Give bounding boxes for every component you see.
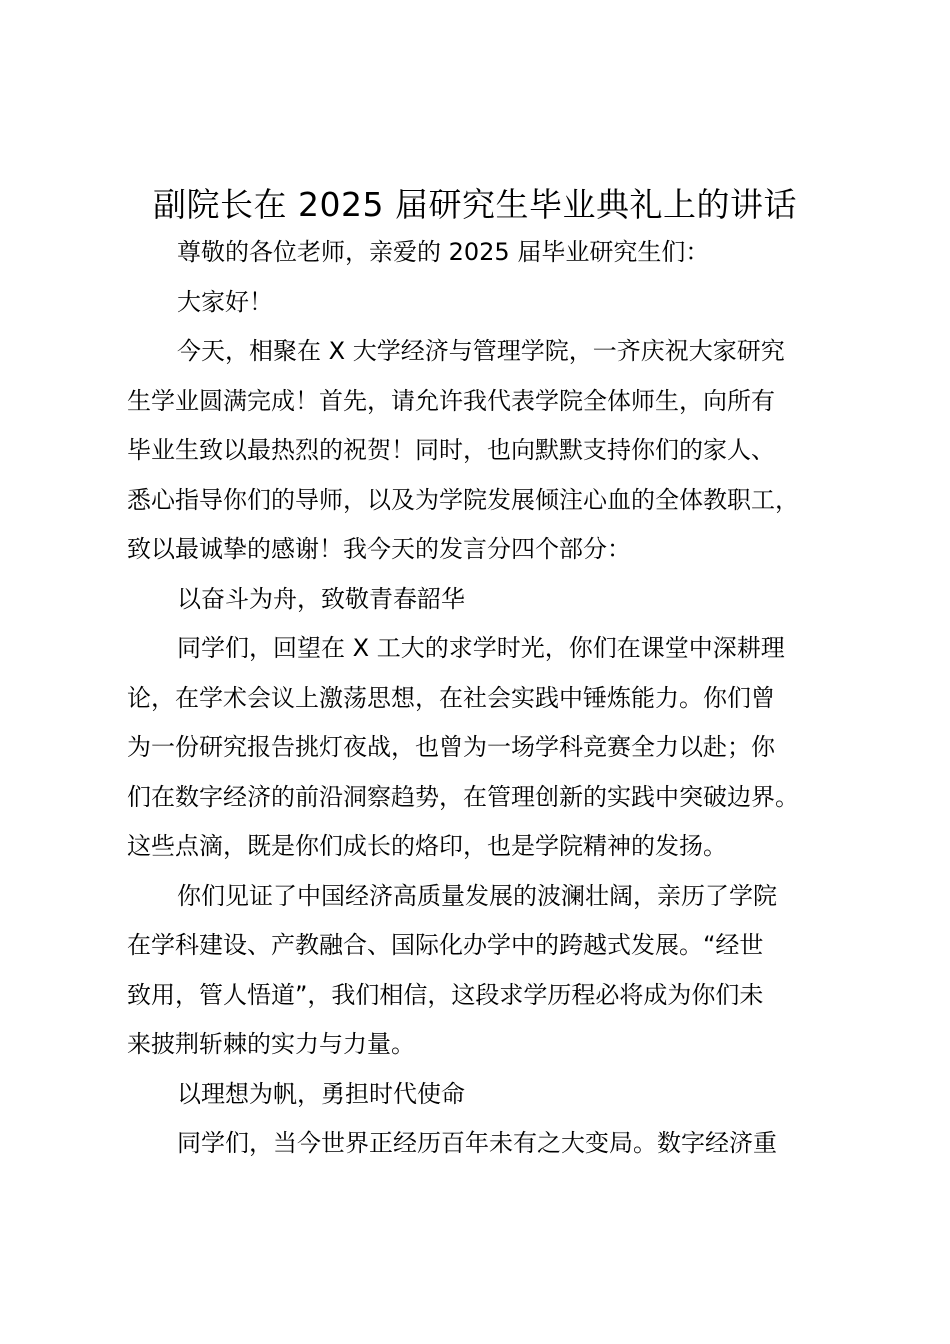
text-line: 尊敬的各位老师，亲爱的 2025 届毕业研究生们： [177,238,710,266]
paragraph-section2-a [127,1119,847,1169]
text-line: 大家好！ [177,287,273,316]
section-heading-1 [127,575,847,625]
text-line: 们在数字经济的前沿洞察趋势，在管理创新的实践中突破边界。 [127,782,799,811]
paragraph-salutation [127,228,847,278]
text-line: 来披荆斩棘的实力与力量。 [127,1030,415,1058]
document-title: 副院长在 2025 届研究生毕业典礼上的讲话 [153,185,797,224]
text-line: 致用，管人悟道”，我们相信，这段求学历程必将成为你们未 [127,980,764,1009]
text-line: 以理想为帆，勇担时代使命 [177,1079,465,1108]
text-line: 毕业生致以最热烈的祝贺！同时，也向默默支持你们的家人、 [127,436,775,464]
text-line: 今天，相聚在 X 大学经济与管理学院，一齐庆祝大家研究 [177,337,785,365]
paragraph-opening [127,327,847,575]
text-line: 在学科建设、产教融合、国际化办学中的跨越式发展。“经世 [127,931,764,959]
text-line: 同学们，回望在 X 工大的求学时光，你们在课堂中深耕理 [177,634,785,662]
section-heading-2 [127,1070,847,1120]
text-line: 论，在学术会议上激荡思想，在社会实践中锤炼能力。你们曾 [127,683,775,712]
text-line: 这些点滴，既是你们成长的烙印，也是学院精神的发扬。 [127,832,727,860]
text-line: 为一份研究报告挑灯夜战，也曾为一场学科竞赛全力以赴；你 [127,733,775,761]
text-line: 你们见证了中国经济高质量发展的波澜壮阔，亲历了学院 [177,881,777,910]
paragraph-section1-a [127,624,847,872]
text-line: 致以最诚挚的感谢！我今天的发言分四个部分： [127,535,631,563]
text-line: 生学业圆满完成！首先，请允许我代表学院全体师生，向所有 [127,386,775,415]
text-line: 同学们，当今世界正经历百年未有之大变局。数字经济重 [177,1129,777,1157]
text-line: 悉心指导你们的导师，以及为学院发展倾注心血的全体教职工， [127,485,799,514]
paragraph-section1-b [127,872,847,1070]
document-body [127,228,847,1169]
paragraph-greeting [127,278,847,328]
text-line: 以奋斗为舟，致敬青春韶华 [177,584,465,613]
